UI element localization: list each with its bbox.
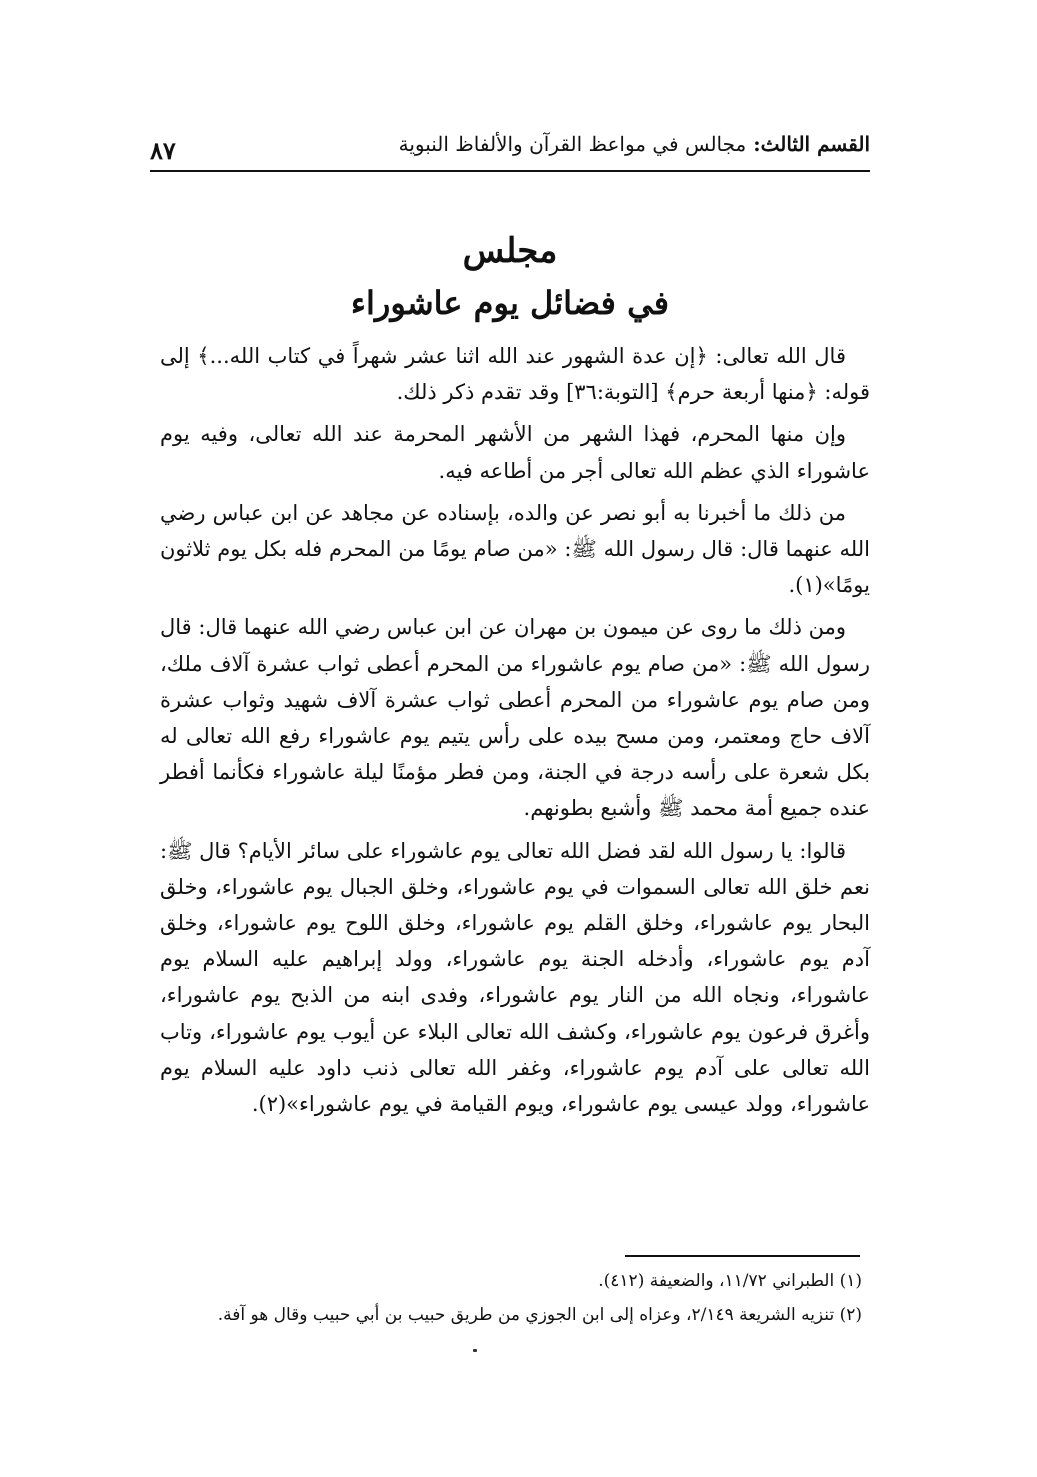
print-dot: [473, 1349, 477, 1352]
paragraph-4: ومن ذلك ما روى عن ميمون بن مهران عن ابن عباس رضي الله عنهما قال: قال رسول الله ﷺ: «من صام يوم عاشوراء من المحرم أعطى ثواب عشرة آلاف ملك، ومن صام يوم عاشوراء من المحرم أعطى ثواب عشرة آلاف شهيد وثواب عشرة آلاف حاج ومعتمر، ومن مسح بيده على رأس يتيم يوم عاشوراء رفع الله تعالى له بكل شعرة على رأسه درجة في الجنة، ومن فطر مؤمنًا ليلة عاشوراء فكأنما أفطر عنده جميع أمة محمد ﷺ وأشبع بطونهم.: [160, 615, 870, 821]
chapter-title-line-2: في فضائل يوم عاشوراء: [350, 284, 670, 322]
paragraph-3: من ذلك ما أخبرنا به أبو نصر عن والده، بإسناده عن مجاهد عن ابن عباس رضي الله عنهما قال: قال رسول الله ﷺ: «من صام يومًا من المحرم فله بكل يوم ثلاثون يومًا»(١).: [160, 500, 870, 598]
paragraph-1: قال الله تعالى: ﴿إن عدة الشهور عند الله اثنا عشر شهراً في كتاب الله...﴾ إلى قوله: ﴿منها أربعة حرم﴾ [التوبة:٣٦] وقد تقدم ذكر ذلك.: [160, 344, 870, 405]
running-header: [150, 128, 870, 172]
part-label: القسم الثالث:: [753, 132, 870, 156]
paragraph-5: قالوا: يا رسول الله لقد فضل الله تعالى يوم عاشوراء على سائر الأيام؟ قال ﷺ: نعم خلق الله تعالى السموات في يوم عاشوراء، وخلق الجبال يوم عاشوراء، وخلق البحار يوم عاشوراء، وخلق القلم يوم عاشوراء، وخلق اللوح يوم عاشوراء، وخلق آدم يوم عاشوراء، وأدخله الجنة يوم عاشوراء، وولد إبراهيم عليه السلام يوم عاشوراء، ونجاه الله من النار يوم عاشوراء، وفدى ابنه من الذبح يوم عاشوراء، وأغرق فرعون يوم عاشوراء، وكشف الله تعالى البلاء عن أيوب يوم عاشوراء، وتاب الله تعالى على آدم يوم عاشوراء، وغفر الله تعالى ذنب داود عليه السلام يوم عاشوراء، وولد عيسى يوم عاشوراء، ويوم القيامة في يوم عاشوراء»(٢).: [160, 838, 870, 1117]
footnote-2: (٢) تنزيه الشريعة ٢/١٤٩، وعزاه إلى ابن الجوزي من طريق حبيب بن أبي حبيب وقال هو آفة.: [217, 1305, 862, 1325]
chapter-title-line-1: مجلس: [462, 231, 558, 271]
chapter-title: [150, 226, 870, 328]
part-subtitle: مجالس في مواعظ القرآن والألفاظ النبوية: [398, 132, 747, 156]
footnote-1: (١) الطبراني ١١/٧٢، والضعيفة (٤١٢).: [598, 1271, 862, 1291]
body-text: [160, 338, 870, 1128]
footnote-separator: [625, 1255, 860, 1257]
page-number: ٨٧: [150, 136, 176, 165]
header-rule: [150, 170, 870, 172]
running-header-title: [399, 132, 870, 156]
paragraph-2: وإن منها المحرم، فهذا الشهر من الأشهر المحرمة عند الله تعالى، وفيه يوم عاشوراء الذي عظم الله تعالى أجر من أطاعه فيه.: [160, 422, 870, 483]
footnotes: [150, 1264, 862, 1332]
